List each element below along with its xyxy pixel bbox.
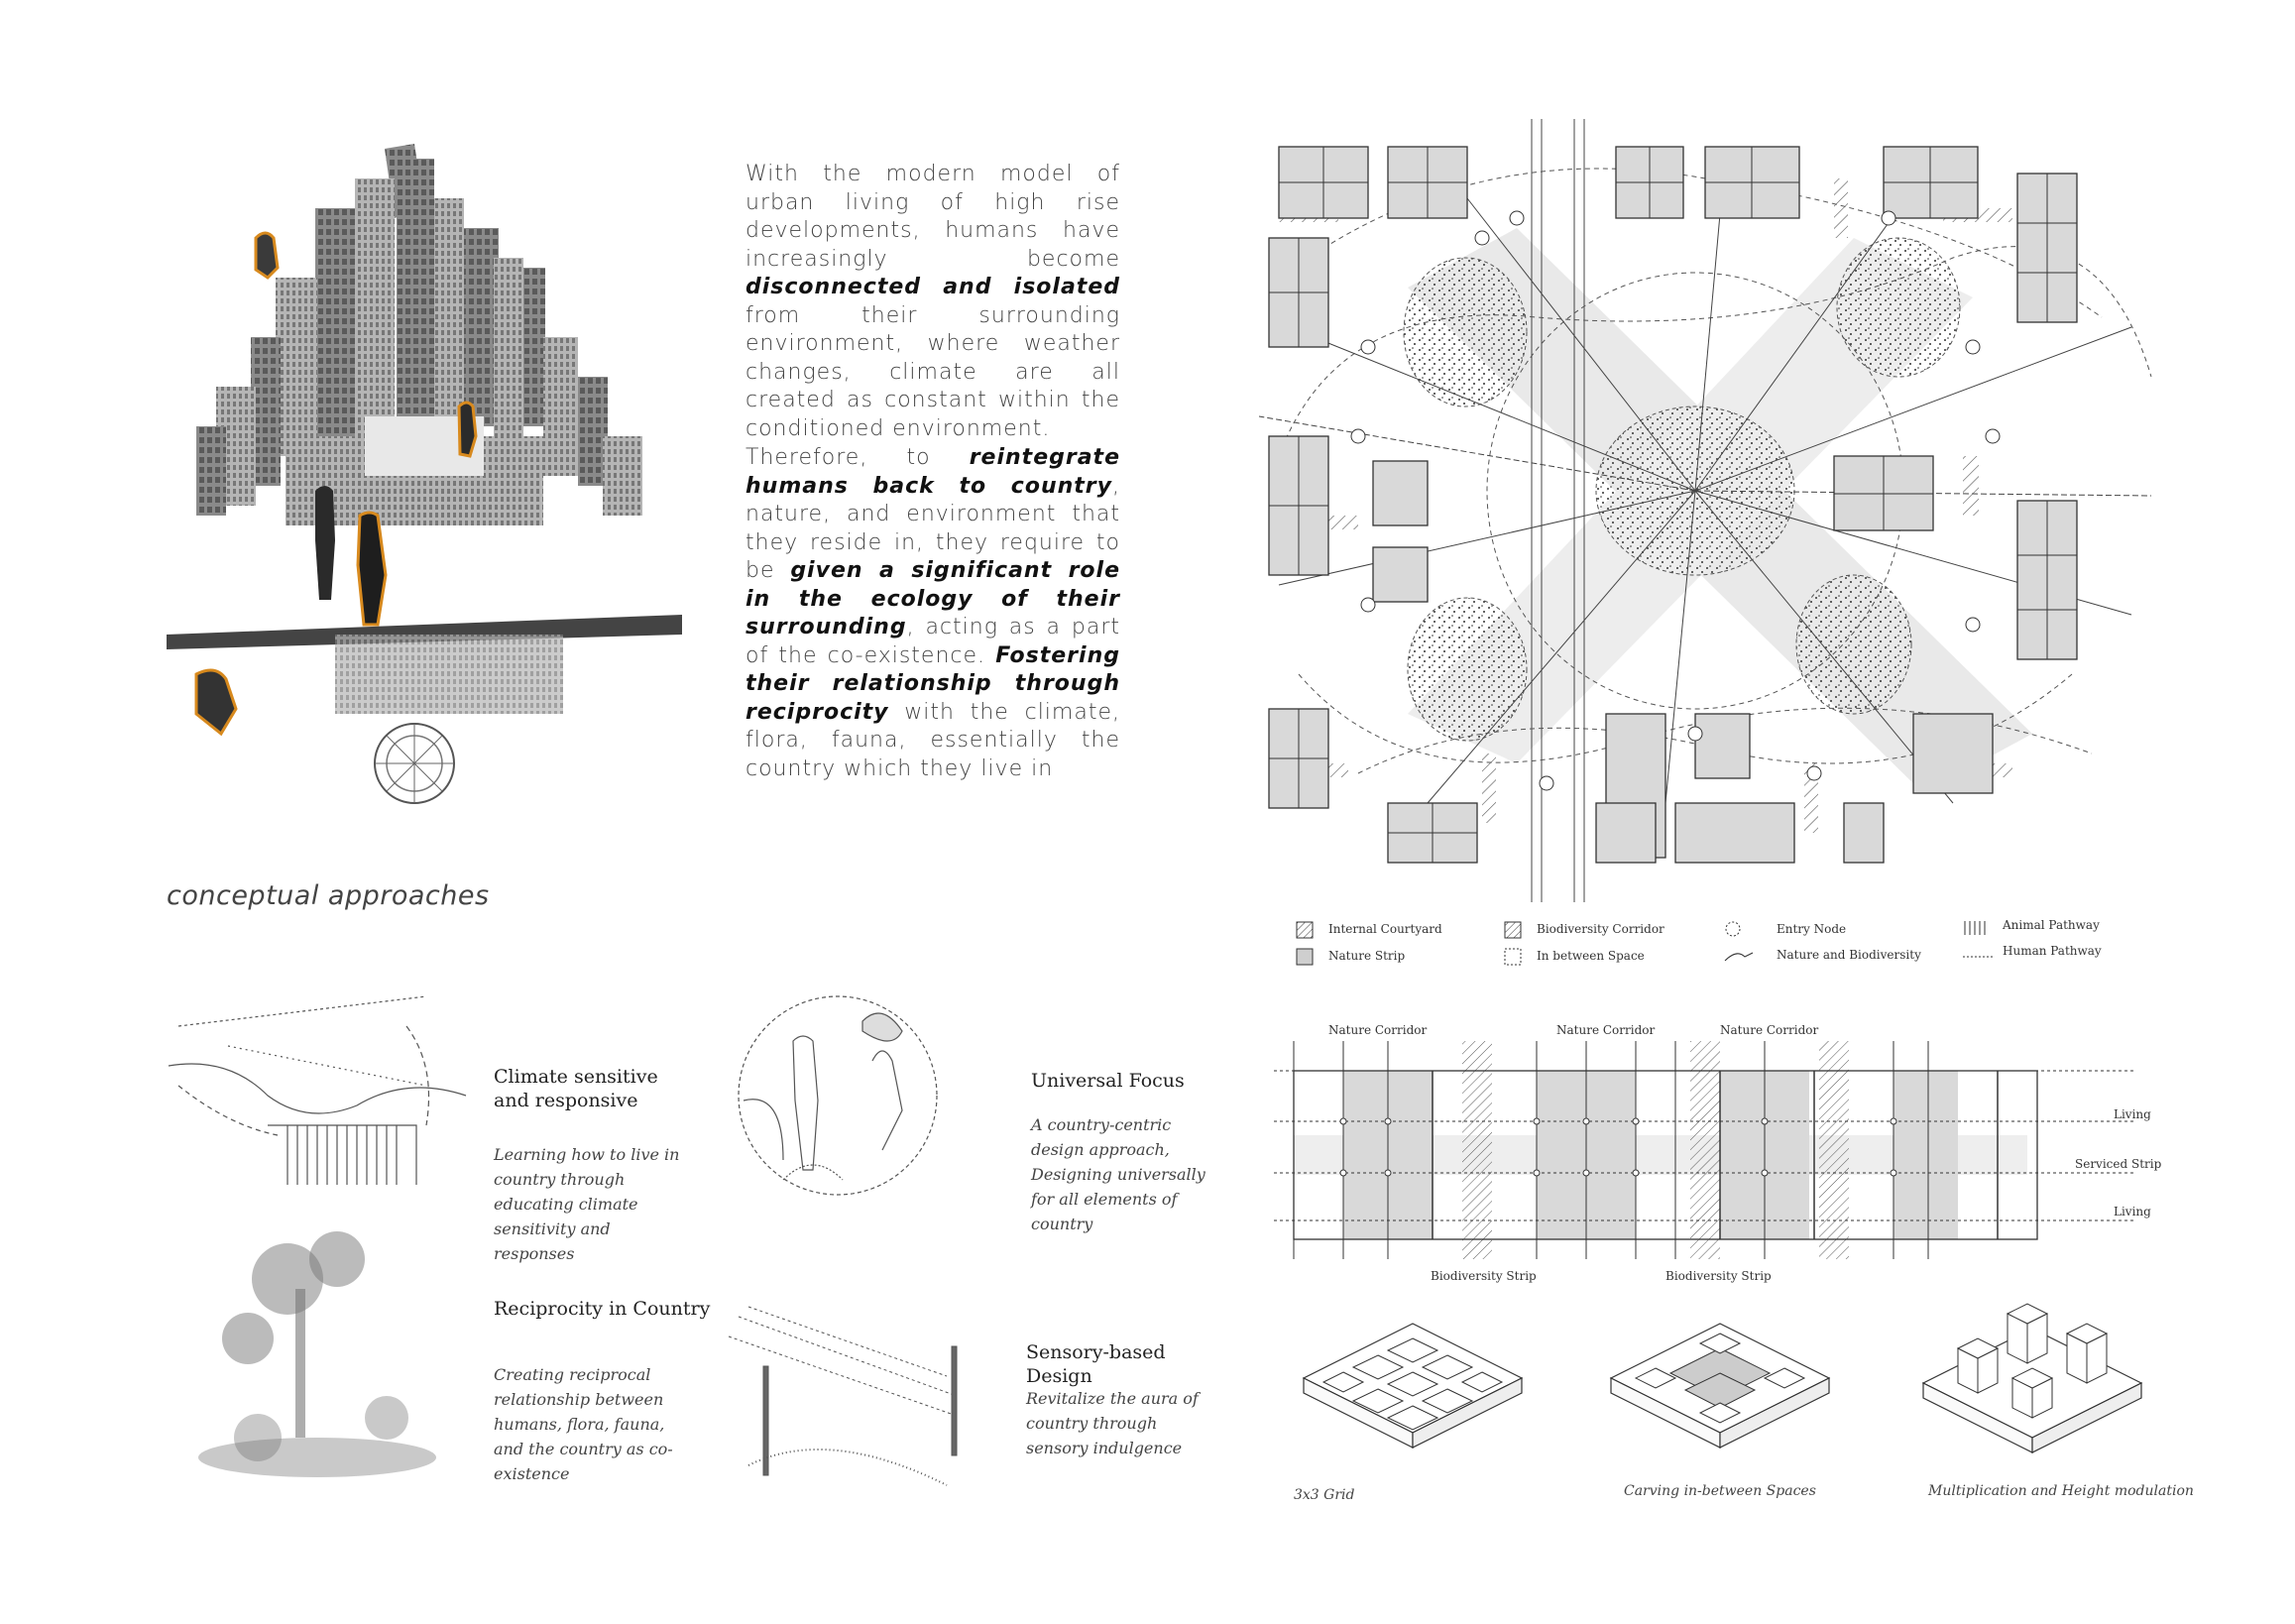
axo-carving: [1606, 1319, 1834, 1457]
label-nature-corridor-3: Nature Corridor: [1720, 1023, 1819, 1037]
strip-diagram: [1264, 1036, 2156, 1264]
sensory-sketch: [709, 1307, 967, 1505]
climate-sketch: [169, 986, 486, 1200]
para2-run-3: given a significant role in the ecology of their surrounding: [746, 558, 1120, 639]
legend-biodiversity-corridor: Biodiversity Corridor: [1537, 922, 1664, 936]
reciprocity-desc: Creating reciprocal relationship between humans, flora, fauna, and the country as co-existence: [494, 1365, 673, 1483]
para1-run-0: With the modern model of urban living of high rise developments, humans have increasingly become: [746, 162, 1120, 272]
caption-multiplication: Multiplication and Height modulation: [1928, 1483, 2194, 1499]
reciprocity-sketch: [188, 1219, 446, 1482]
intro-paragraph-2: [746, 444, 1120, 783]
para2-run-5: Fostering their relationship through reciprocity: [746, 642, 1120, 725]
para2-run-6: with the climate, flora, fauna, essentially the country which they live in: [746, 699, 1120, 781]
label-nature-corridor-2: Nature Corridor: [1556, 1023, 1656, 1037]
climate-desc: Learning how to live in country through educating climate sensitivity and responses: [494, 1145, 680, 1263]
label-biodiversity-strip-2: Biodiversity Strip: [1665, 1269, 1772, 1283]
sensory-title: Sensory-based Design: [1026, 1341, 1166, 1387]
legend-internal-courtyard: Internal Courtyard: [1328, 922, 1442, 936]
legend-entry-node: Entry Node: [1777, 922, 1847, 936]
para1-run-2: from their surrounding environment, where weather changes, climate are all created as constant within the conditioned environment.: [746, 302, 1120, 441]
legend-animal-pathway: Animal Pathway: [2003, 918, 2100, 932]
para2-run-1: reintegrate humans back to country: [746, 445, 1120, 499]
label-living-bottom: Living: [2114, 1205, 2151, 1218]
sensory-desc: Revitalize the aura of country through sensory indulgence: [1026, 1389, 1199, 1457]
climate-title: Climate sensitive and responsive: [494, 1066, 658, 1111]
universal-sketch: [734, 982, 942, 1210]
axo-3x3-grid: [1299, 1319, 1527, 1457]
caption-3x3-grid: 3x3 Grid: [1294, 1487, 1355, 1503]
label-living-top: Living: [2114, 1107, 2151, 1121]
para2-run-4: , acting as a part of the co-existence.: [746, 615, 1120, 668]
section-title: conceptual approaches: [167, 880, 490, 911]
label-nature-corridor-1: Nature Corridor: [1328, 1023, 1428, 1037]
legend-nature-strip: Nature Strip: [1328, 949, 1406, 963]
legend-in-between: In between Space: [1537, 949, 1645, 963]
para1-run-1: disconnected and isolated: [746, 275, 1120, 299]
universal-title: Universal Focus: [1031, 1070, 1185, 1092]
label-biodiversity-strip-1: Biodiversity Strip: [1431, 1269, 1537, 1283]
caption-carving: Carving in-between Spaces: [1624, 1483, 1816, 1499]
para2-run-2: , nature, and environment that they reside in, they require to be: [746, 473, 1120, 583]
urban-collage-image: [167, 139, 692, 813]
axo-multiplication: [1918, 1304, 2146, 1462]
universal-desc: A country-centric design approach, Designing universally for all elements of country: [1031, 1115, 1205, 1233]
legend-human-pathway: Human Pathway: [2003, 944, 2102, 958]
reciprocity-title: Reciprocity in Country: [494, 1298, 711, 1320]
para2-run-0: Therefore, to: [746, 445, 970, 470]
legend-nature-biodiversity: Nature and Biodiversity: [1777, 948, 1921, 962]
master-plan-diagram: [1259, 119, 2151, 902]
intro-paragraph-1: [746, 161, 1120, 443]
label-serviced-strip: Serviced Strip: [2075, 1157, 2162, 1171]
